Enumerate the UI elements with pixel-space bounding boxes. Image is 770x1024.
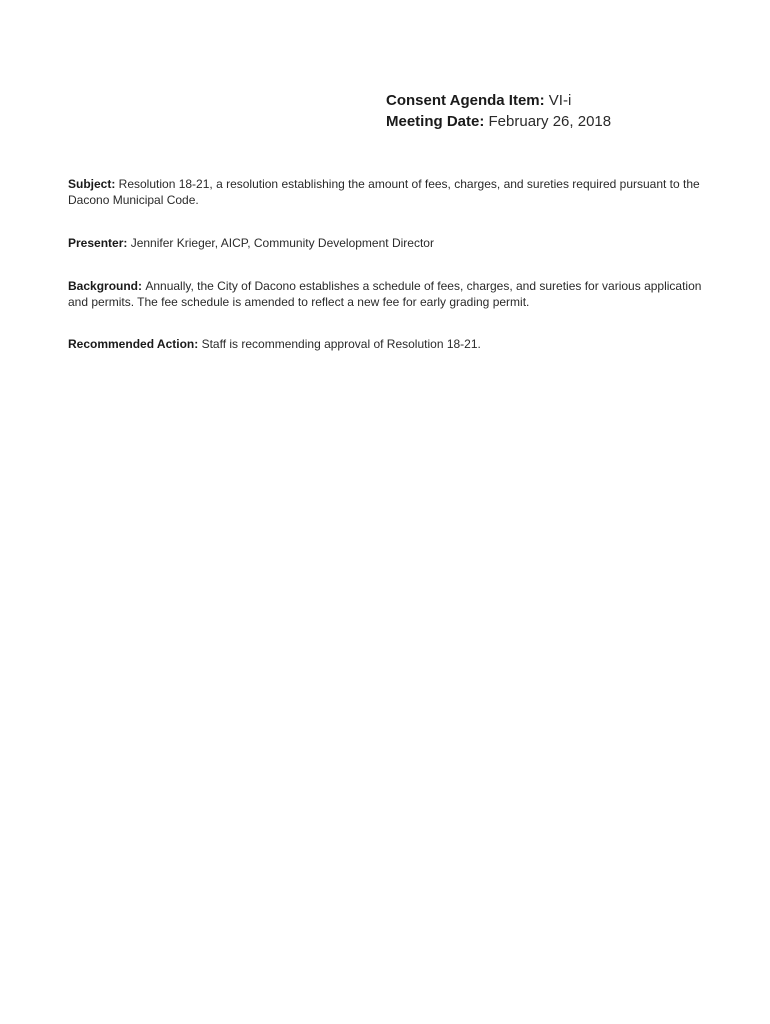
agenda-item-label: Consent Agenda Item: <box>386 92 549 109</box>
subject-label: Subject: <box>68 177 119 191</box>
background-label: Background: <box>68 279 146 293</box>
subject-text: Resolution 18-21, a resolution establishing the amount of fees, charges, and sureties required pursuant to the Dacono Municipal Code. <box>68 177 700 207</box>
meeting-date-value: February 26, 2018 <box>488 113 612 130</box>
agenda-item-value: VI-i <box>548 92 572 109</box>
background-section <box>68 278 718 310</box>
background-text: Annually, the City of Dacono establishes a schedule of fees, charges, and sureties for various application and permits. The fee schedule is amended to reflect a new fee for early grading permit. <box>68 279 702 309</box>
subject-section <box>68 176 718 208</box>
presenter-text: Jennifer Krieger, AICP, Community Development Director <box>130 236 434 250</box>
meeting-date-line <box>386 111 746 132</box>
agenda-item-line <box>386 90 746 111</box>
recommended-action-label: Recommended Action: <box>68 337 202 351</box>
presenter-label: Presenter: <box>68 236 131 250</box>
recommended-action-text: Staff is recommending approval of Resolution 18-21. <box>201 337 481 351</box>
agenda-header <box>386 90 746 132</box>
recommended-action-section <box>68 336 718 352</box>
meeting-date-label: Meeting Date: <box>386 113 489 130</box>
presenter-section <box>68 235 718 251</box>
